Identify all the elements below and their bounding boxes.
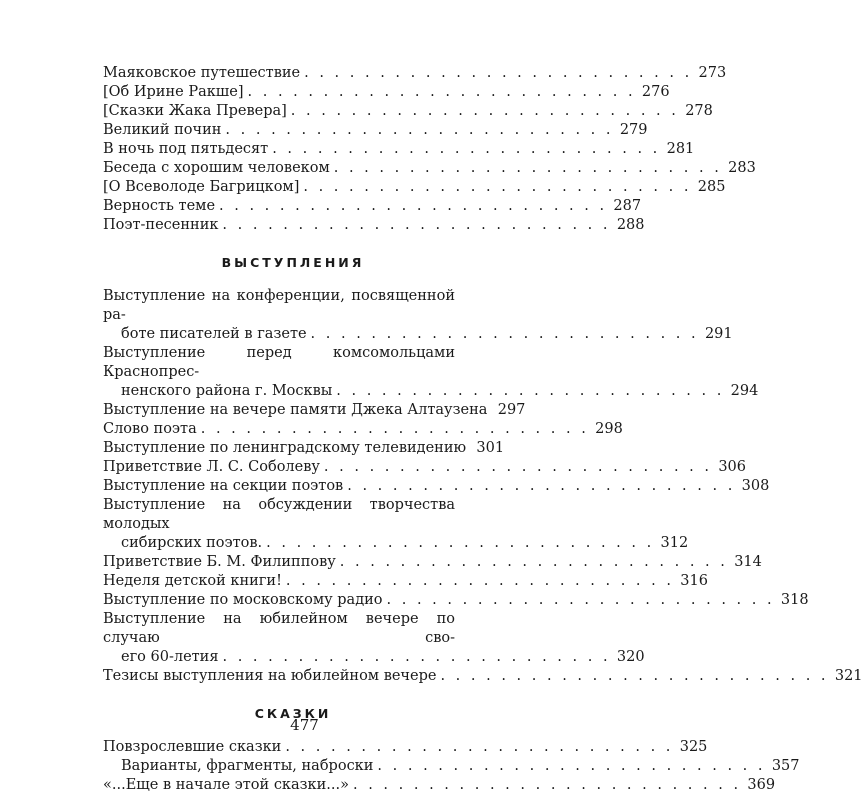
entry-page: 294: [730, 383, 759, 399]
entry-page: 314: [734, 554, 762, 570]
leader-dots: . . . . . . . . . . . . . . . . . . . . . . . . . .: [225, 122, 614, 138]
entry-title: Приветствие Л. С. Соболеву: [103, 459, 320, 475]
toc-entry: [103, 64, 727, 83]
toc-entry: [103, 102, 713, 121]
leader-dots: . . . . . . . . . . . . . . . . . . . . . . . . . .: [310, 326, 699, 342]
entry-page: 316: [680, 573, 708, 589]
entry-page: 357: [771, 758, 800, 774]
leader-dots: . . . . . . . . . . . . . . . . . . . . . . . . . .: [285, 573, 674, 589]
entry-title: Великий почин: [103, 122, 222, 138]
entry-title: Поэт-песенник: [103, 217, 219, 233]
toc-entry: [103, 591, 809, 610]
leader-dots: . . . . . . . . . . . . . . . . . . . . . . . . . .: [219, 198, 608, 214]
entry-title: В ночь под пятьдесят: [103, 141, 269, 157]
entry-title-line1: Выступление на конференции, посвященной ра-: [103, 288, 455, 323]
entry-page: 288: [616, 217, 645, 233]
toc-entry: [103, 458, 746, 477]
page-number: 477: [290, 716, 319, 734]
leader-dots: . . . . . . . . . . . . . . . . . . . . . . . . . .: [323, 459, 712, 475]
toc-entry: [103, 83, 670, 102]
leader-dots: . . . . . . . . . . . . . . . . . . . . . . . . . .: [272, 141, 661, 157]
entry-title: [О Всеволоде Багрицком]: [103, 179, 300, 195]
toc-entry: [103, 140, 695, 159]
toc-entry: [103, 121, 648, 140]
entry-page: 369: [747, 777, 776, 793]
leader-dots: . . . . . . . . . . . . . . . . . . . . . . . . . .: [347, 478, 736, 494]
entry-title: Приветствие Б. М. Филиппову: [103, 554, 336, 570]
toc-entry: [103, 610, 645, 667]
toc-top-list: [103, 64, 756, 235]
leader-dots: . . . . . . . . . . . . . . . . . . . . . . . . . .: [352, 777, 742, 793]
entry-page: 279: [619, 122, 648, 138]
entry-title-line1: Выступление перед комсомольцами Краснопрес-: [103, 345, 455, 380]
toc-entry: [103, 178, 726, 197]
toc-entry: [103, 496, 689, 553]
entry-page: 278: [685, 103, 713, 119]
section-heading-tales: СКАЗКИ: [254, 706, 332, 721]
entry-title: Выступление по московскому радио: [103, 592, 383, 608]
entry-page: 285: [697, 179, 726, 195]
entry-title: [Об Ирине Ракше]: [103, 84, 244, 100]
entry-title: Верность теме: [103, 198, 216, 214]
toc-entry: [103, 439, 505, 458]
entry-title: Маяковское путешествие: [103, 65, 301, 81]
entry-page: 321: [834, 668, 863, 684]
entry-title: Тезисы выступления на юбилейном вечере: [103, 668, 437, 684]
entry-title: Выступление на вечере памяти Джека Алтаузена: [103, 402, 488, 418]
leader-dots: . . . . . . . . . . . . . . . . . . . . . . . . . .: [333, 160, 722, 176]
toc-entry: [103, 553, 762, 572]
toc-entry: [103, 197, 642, 216]
toc-entry: [103, 667, 863, 686]
entry-page: 301: [476, 440, 505, 456]
section-heading-speeches: ВЫСТУПЛЕНИЯ: [221, 255, 365, 270]
entry-title: Беседа с хорошим человеком: [103, 160, 330, 176]
table-of-contents: [103, 64, 863, 795]
toc-entry: [103, 757, 800, 776]
entry-title-line1: Выступление на обсуждении творчества молодых: [103, 497, 455, 532]
leader-dots: . . . . . . . . . . . . . . . . . . . . . . . . . .: [339, 554, 728, 570]
toc-entry: [103, 287, 733, 344]
entry-title: Неделя детской книги!: [103, 573, 282, 589]
leader-dots: . . . . . . . . . . . . . . . . . . . . . . . . . .: [386, 592, 775, 608]
entry-page: 291: [704, 326, 733, 342]
entry-title-line2: боте писателей в газете: [121, 326, 307, 342]
leader-dots: . . . . . . . . . . . . . . . . . . . . . . . . . .: [303, 179, 692, 195]
entry-title: Варианты, фрагменты, наброски: [121, 758, 374, 774]
toc-entry: [103, 420, 623, 439]
entry-page: 298: [595, 421, 623, 437]
toc-entry: [103, 477, 770, 496]
entry-title: Выступление на секции поэтов: [103, 478, 344, 494]
entry-page: 318: [780, 592, 809, 608]
entry-title: Выступление по ленинградскому телевидению: [103, 440, 467, 456]
toc-entry: [103, 159, 756, 178]
leader-dots: . . . . . . . . . . . . . . . . . . . . . . . . . .: [200, 421, 589, 437]
toc-entry: [103, 572, 708, 591]
entry-title-line2: его 60-летия: [121, 649, 219, 665]
entry-page: 287: [613, 198, 642, 214]
leader-dots: . . . . . . . . . . . . . . . . . . . . . . . . . .: [290, 103, 679, 119]
entry-title: Повзрослевшие сказки: [103, 739, 282, 755]
leader-dots: . . . . . . . . . . . . . . . . . . . . . . . . . .: [285, 739, 674, 755]
entry-page: 273: [698, 65, 727, 81]
speeches-list: [103, 287, 863, 686]
entry-title: Слово поэта: [103, 421, 197, 437]
entry-title-line2: ненского района г. Москвы: [121, 383, 333, 399]
entry-title-line1: Выступление на юбилейном вечере по случаю сво-: [103, 611, 455, 646]
entry-page: 281: [666, 141, 695, 157]
toc-entry: [103, 401, 526, 420]
leader-dots: . . . . . . . . . . . . . . . . . . . . . . . . . .: [377, 758, 766, 774]
tales-list: [103, 738, 800, 795]
toc-entry: [103, 344, 759, 401]
entry-page: 283: [728, 160, 756, 176]
leader-dots: . . . . . . . . . . . . . . . . . . . . . . . . . .: [304, 65, 693, 81]
entry-title: «...Еще в начале этой сказки...»: [103, 777, 349, 793]
toc-entry: [103, 216, 645, 235]
leader-dots: . . . . . . . . . . . . . . . . . . . . . . . . . .: [222, 217, 611, 233]
leader-dots: . . . . . . . . . . . . . . . . . . . . . . . . . .: [247, 84, 636, 100]
entry-page: 308: [741, 478, 770, 494]
entry-title-line2: сибирских поэтов.: [121, 535, 263, 551]
entry-title: [Сказки Жака Превера]: [103, 103, 287, 119]
entry-page: 312: [660, 535, 689, 551]
leader-dots: . . . . . . . . . . . . . . . . . . . . . . . . . .: [266, 535, 655, 551]
toc-entry: [103, 776, 776, 795]
leader-dots: . . . . . . . . . . . . . . . . . . . . . . . . . .: [336, 383, 725, 399]
leader-dots: . . . . . . . . . . . . . . . . . . . . . . . . . .: [440, 668, 829, 684]
entry-page: 306: [718, 459, 746, 475]
entry-page: 320: [616, 649, 645, 665]
toc-entry: [103, 738, 708, 757]
entry-page: 276: [641, 84, 670, 100]
entry-page: 297: [497, 402, 526, 418]
leader-dots: . . . . . . . . . . . . . . . . . . . . . . . . . .: [222, 649, 611, 665]
entry-page: 325: [679, 739, 708, 755]
